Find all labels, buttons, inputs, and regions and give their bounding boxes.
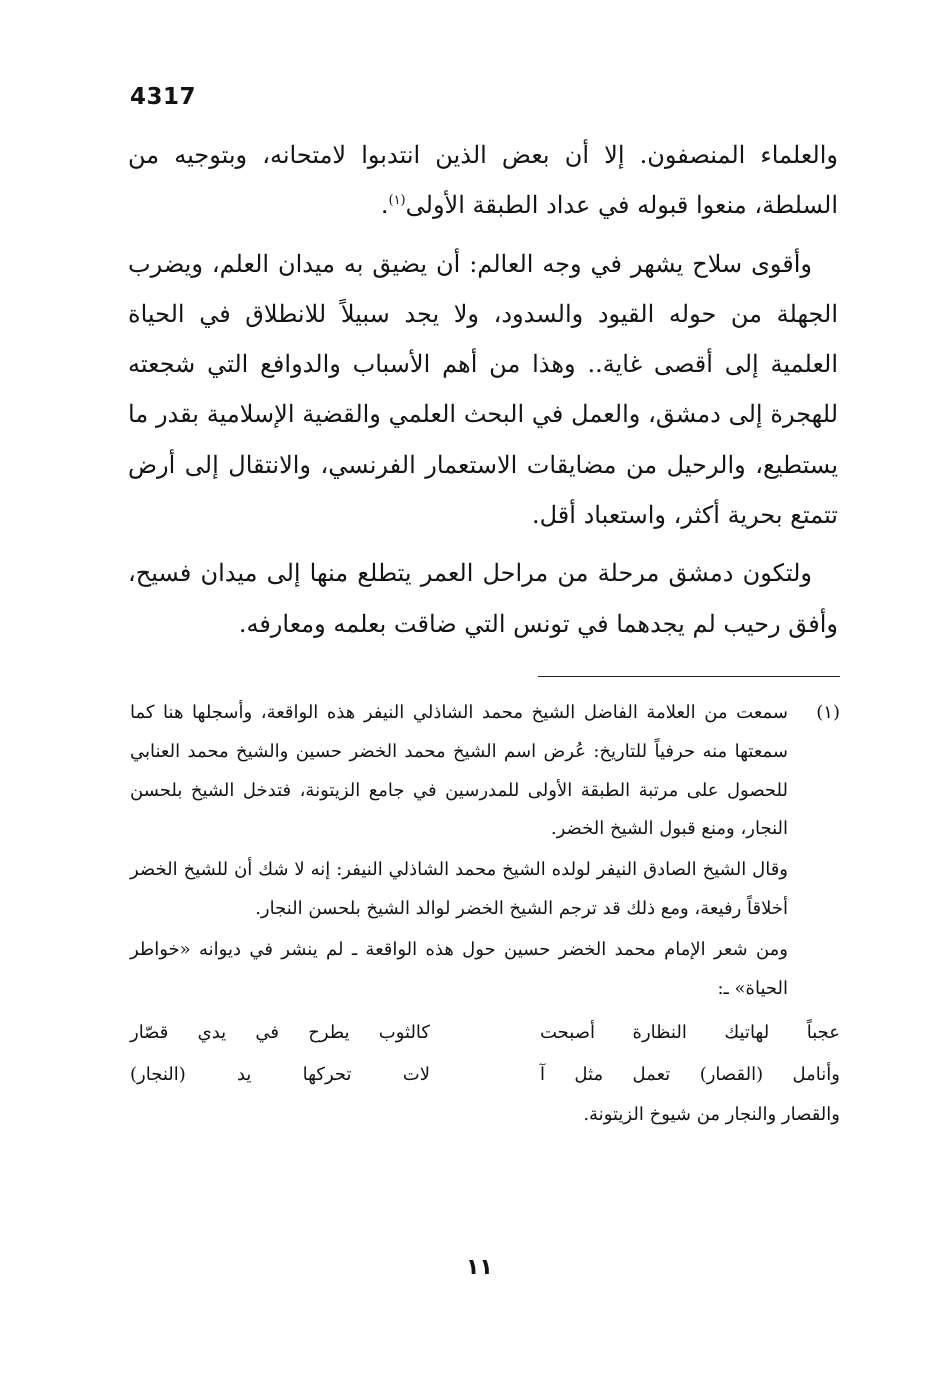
- footnote-paragraph: ومن شعر الإمام محمد الخضر حسين حول هذه الواقعة ـ لم ينشر في ديوانه «خواطر الحياة» ـ:: [130, 938, 788, 999]
- paragraph-text: والعلماء المنصفون. إلا أن بعض الذين انتدبوا لامتحانه، وبتوجيه من السلطة، منعوا قبوله في عداد الطبقة الأولى: [128, 141, 838, 220]
- footnote-separator: [538, 676, 840, 677]
- page-footer-number: ١١: [466, 1255, 493, 1280]
- main-text: [128, 130, 838, 657]
- paragraph: ولتكون دمشق مرحلة من مراحل العمر يتطلع منها إلى ميدان فسيح، وأفق رحيب لم يجدهما في تونس التي ضاقت بعلمه ومعارفه.: [128, 559, 838, 638]
- paragraph: وأقوى سلاح يشهر في وجه العالم: أن يضيق به ميدان العلم، ويضرب الجهلة من حوله القيود والسدود، ولا يجد سبيلاً للانطلاق في الحياة العلمية إلى أقصى غاية.. وهذا من أهم الأسباب والدوافع التي شجعته للهجرة إلى دمشق، والعمل في البحث العلمي والقضية الإسلامية بقدر ما يستطيع، والرحيل من مضايقات الاستعمار الفرنسي، والانتقال إلى أرض تتمتع بحرية أكثر، واستعباد أقل.: [128, 249, 838, 530]
- footnote-closing: والقصار والنجار من شيوخ الزيتونة.: [583, 1104, 840, 1126]
- footnote-paragraph: وقال الشيخ الصادق النيفر لولده الشيخ محمد الشاذلي النيفر: إنه لا شك أن للشيخ الخضر أخلاقاً رفيعة، ومع ذلك قد ترجم الشيخ الخضر لوالد الشيخ بلحسن النجار.: [130, 859, 788, 919]
- poem-verse: [130, 1012, 840, 1054]
- verse-second-hemistich: كالثوب يطرح في يدي قصّار: [130, 1022, 430, 1044]
- footnote-number: (١): [816, 702, 840, 723]
- poem-verse: [130, 1054, 840, 1096]
- poem: [130, 1012, 840, 1096]
- verse-second-hemistich: لات تحركها يد (النجار): [130, 1064, 430, 1086]
- paragraph: [128, 130, 838, 231]
- verse-first-hemistich: وأنامل (القصار) تعمل مثل آ: [540, 1064, 840, 1086]
- footnote: [130, 694, 840, 1137]
- paragraph-end: .: [380, 191, 389, 220]
- footnote-paragraph: سمعت من العلامة الفاضل الشيخ محمد الشاذلي النيفر هذه الواقعة، وأسجلها هنا كما سمعتها منه حرفياً للتاريخ: عُرض اسم الشيخ محمد الخضر حسين والشيخ محمد العنابي للحصول على مرتبة الطبقة الأولى للمدرسين في جامع الزيتونة، فتدخل الشيخ بلحسن النجار، ومنع قبول الشيخ الخضر.: [130, 702, 788, 840]
- verse-first-hemistich: عجباً لهاتيك النظارة أصبحت: [540, 1022, 840, 1044]
- footnote-body: [130, 694, 788, 1008]
- footnote-reference: (١): [388, 193, 406, 209]
- page-number: 4317: [130, 84, 197, 110]
